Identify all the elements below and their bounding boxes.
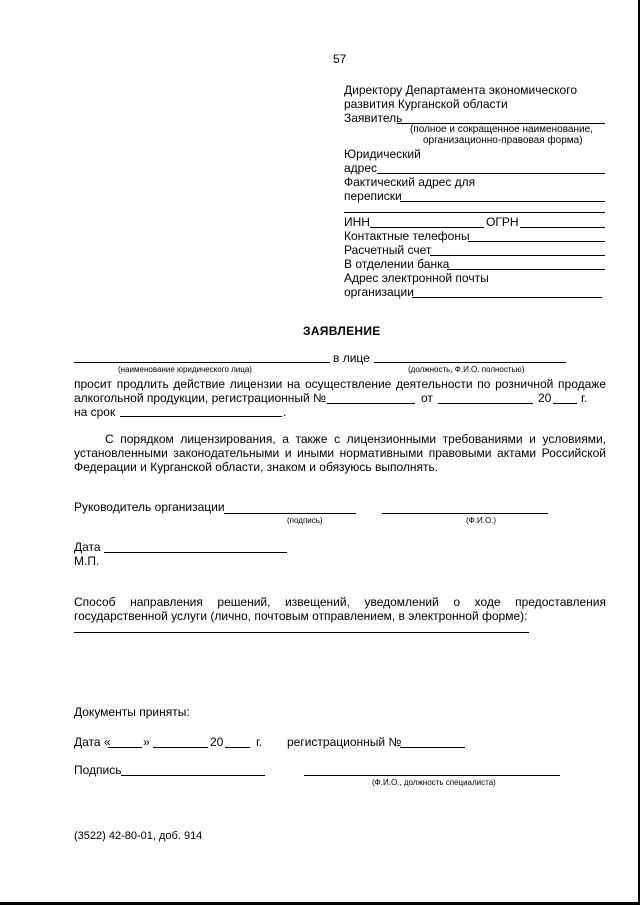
addressee-line-1: Директору Департамента экономического [344,83,578,97]
license-year-field-line[interactable] [553,403,577,404]
legal-name-field-line[interactable] [74,362,330,363]
specialist-caption: (Ф.И.О., должность специалиста) [372,778,496,787]
email-label-1: Адрес электронной почты [344,271,489,285]
actual-address-label-1: Фактический адрес для [344,175,476,189]
applicant-caption-1: (полное и сокращенное наименование, [410,124,593,135]
term-dot: . [283,405,287,419]
addressee-line-2: развития Курганской области [344,97,508,111]
accepted-day-field-line[interactable] [108,747,142,748]
bank-label: В отделении банка [344,257,450,271]
position-field-line[interactable] [374,362,566,363]
phones-label: Контактные телефоны [344,229,470,243]
license-number-field-line[interactable] [327,403,415,404]
actual-address-field-line[interactable] [400,201,605,202]
paragraph-line-3: Федерации и Курганской области, знаком и обязуюсь выполнять. [74,460,439,474]
paragraph-line-1: С порядком лицензирования, а также с лицензионными требованиями и условиями, [105,432,606,446]
legal-address-label-2: адрес [344,161,378,175]
footer-phone: (3522) 42-80-01, доб. 914 [74,830,203,842]
delivery-field-line[interactable] [74,632,529,633]
paragraph-line-2: установленными законодательными и иными нормативными правовыми актами Российской [74,446,606,460]
statement-line-2-prefix: алкогольной продукции, регистрационный № [74,391,326,405]
fio-caption: (Ф.И.О.) [466,516,497,525]
head-label: Руководитель организации [74,500,225,514]
accepted-month-field-line[interactable] [153,747,208,748]
accepted-label: Документы приняты: [74,705,190,719]
actual-address-label-2: переписки [344,189,402,203]
account-label: Расчетный счет [344,243,432,257]
position-caption: (должность, Ф.И.О. полностью) [408,365,525,374]
accepted-date-label: Дата « [74,735,111,749]
date-label: Дата [74,540,101,554]
statement-line-1: просит продлить действие лицензии на осуществление деятельности по розничной продаже [74,377,606,391]
license-date-field-line[interactable] [438,403,533,404]
email-label-2: организации [344,285,414,299]
account-field-line[interactable] [430,255,605,256]
accepted-signature-label: Подпись [74,763,122,777]
accepted-year-prefix: 20 [210,735,224,749]
in-person-label: в лице [333,351,370,365]
legal-address-field-line[interactable] [377,173,605,174]
document-title: ЗАЯВЛЕНИЕ [303,324,381,338]
legal-name-caption: (наименование юридического лица) [118,365,252,374]
ogrn-field-line[interactable] [520,227,605,228]
accepted-date-close: » [143,735,150,749]
inn-label: ИНН [344,215,370,229]
year-suffix: г. [581,391,588,405]
bank-field-line[interactable] [447,269,605,270]
accepted-year-suffix: г. [256,735,263,749]
specialist-field-line[interactable] [304,775,560,776]
actual-address-field-line-2[interactable] [344,212,605,213]
accepted-signature-field-line[interactable] [121,775,265,776]
inn-field-line[interactable] [370,227,484,228]
applicant-caption-2: организационно-правовая форма) [423,135,583,146]
page-number: 57 [333,52,347,66]
delivery-line-2: государственной услуги (лично, почтовым отправлением, в электронной форме): [74,609,528,623]
year-prefix: 20 [538,391,552,405]
ogrn-label: ОГРН [486,215,519,229]
delivery-line-1: Способ направления решений, извещений, уведомлений о ходе предоставления [74,595,606,609]
term-field-line[interactable] [120,416,282,417]
accepted-reg-field-line[interactable] [400,747,465,748]
phones-field-line[interactable] [468,241,605,242]
applicant-label: Заявитель [344,111,403,125]
accepted-year-field-line[interactable] [225,747,250,748]
accepted-reg-label: регистрационный № [287,735,402,749]
stamp-label: М.П. [74,554,100,568]
head-fio-field-line[interactable] [382,513,548,514]
email-field-line[interactable] [412,297,602,298]
date-field-line[interactable] [104,552,287,553]
term-label: на срок [74,405,116,419]
legal-address-label-1: Юридический [344,147,421,161]
head-signature-field-line[interactable] [224,513,356,514]
from-label: от [421,391,433,405]
signature-caption: (подпись) [287,516,323,525]
